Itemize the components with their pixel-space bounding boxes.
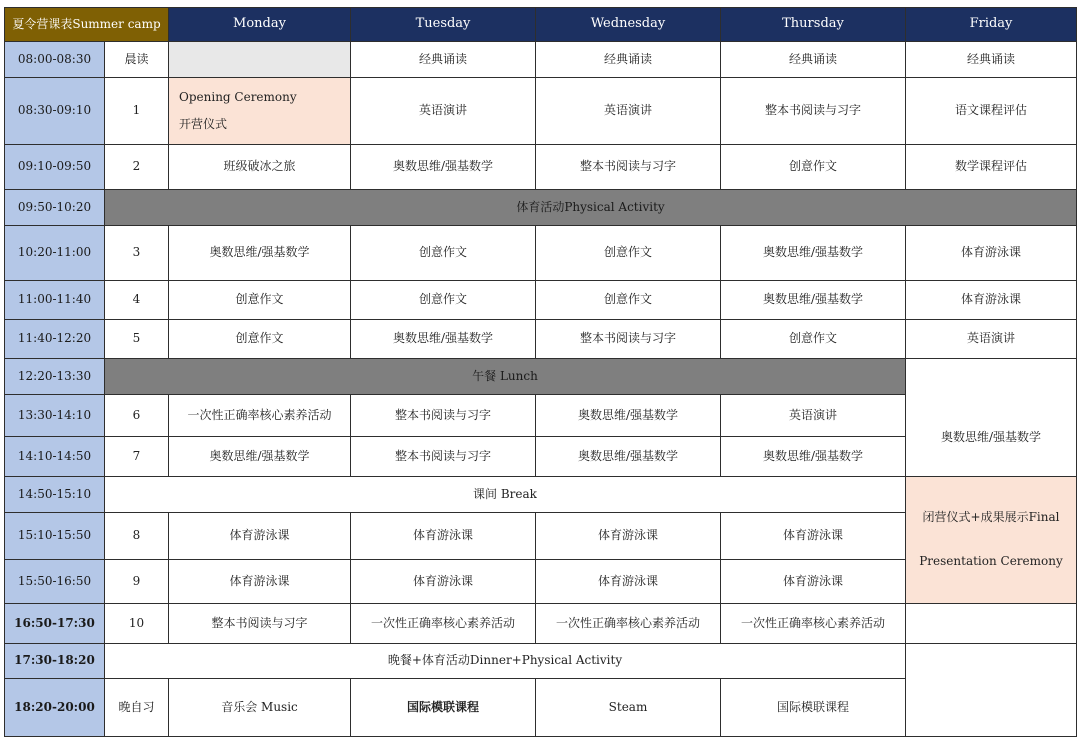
class-cell: 体育游泳课	[350, 512, 536, 560]
class-cell: 创意作文	[535, 280, 721, 320]
opening-ceremony-zh: 开营仪式	[179, 116, 228, 131]
time-cell: 10:20-11:00	[4, 225, 105, 281]
class-cell: 奥数思维/强基数学	[350, 319, 536, 359]
class-cell: 奥数思维/强基数学	[535, 436, 721, 477]
class-cell: 创意作文	[168, 319, 351, 359]
day-header-monday: Monday	[168, 7, 351, 42]
day-header-thursday: Thursday	[720, 7, 906, 42]
day-header-friday: Friday	[905, 7, 1077, 42]
empty-cell	[905, 643, 1077, 737]
empty-cell	[168, 41, 351, 78]
class-cell: 经典诵读	[905, 41, 1077, 78]
period-cell: 5	[104, 319, 169, 359]
period-cell: 2	[104, 144, 169, 190]
class-cell: 语文课程评估	[905, 77, 1077, 145]
table-title: 夏令营课表Summer camp	[4, 7, 169, 42]
class-cell: 英语演讲	[720, 394, 906, 437]
class-cell: 体育游泳课	[905, 225, 1077, 281]
class-cell: 奥数思维/强基数学	[720, 280, 906, 320]
period-cell: 3	[104, 225, 169, 281]
time-cell: 18:20-20:00	[4, 678, 105, 737]
class-cell: 创意作文	[168, 280, 351, 320]
period-cell: 7	[104, 436, 169, 477]
class-cell: 整本书阅读与习字	[350, 394, 536, 437]
class-cell: 班级破冰之旅	[168, 144, 351, 190]
class-cell: 创意作文	[720, 144, 906, 190]
class-cell: 一次性正确率核心素养活动	[350, 603, 536, 644]
class-cell: 创意作文	[720, 319, 906, 359]
class-cell: 一次性正确率核心素养活动	[720, 603, 906, 644]
class-cell: 英语演讲	[905, 319, 1077, 359]
class-cell: 一次性正确率核心素养活动	[168, 394, 351, 437]
class-cell: 创意作文	[535, 225, 721, 281]
class-cell: 体育游泳课	[720, 512, 906, 560]
time-cell: 16:50-17:30	[4, 603, 105, 644]
class-cell: 经典诵读	[350, 41, 536, 78]
class-cell: 国际模联课程	[720, 678, 906, 737]
time-cell: 17:30-18:20	[4, 643, 105, 679]
period-cell: 4	[104, 280, 169, 320]
period-cell: 9	[104, 559, 169, 604]
time-cell: 09:50-10:20	[4, 189, 105, 226]
class-cell: 整本书阅读与习字	[720, 77, 906, 145]
day-header-tuesday: Tuesday	[350, 7, 536, 42]
period-cell: 10	[104, 603, 169, 644]
class-cell: 奥数思维/强基数学	[350, 144, 536, 190]
break-band: 课间 Break	[104, 476, 906, 513]
class-cell: 整本书阅读与习字	[350, 436, 536, 477]
time-cell: 12:20-13:30	[4, 358, 105, 395]
class-cell: 创意作文	[350, 280, 536, 320]
class-cell: 整本书阅读与习字	[168, 603, 351, 644]
time-cell: 08:00-08:30	[4, 41, 105, 78]
schedule-table	[4, 7, 1076, 728]
class-cell: 体育游泳课	[535, 559, 721, 604]
opening-ceremony-cell	[168, 77, 351, 145]
time-cell: 11:40-12:20	[4, 319, 105, 359]
class-cell: 体育游泳课	[168, 512, 351, 560]
class-cell: 创意作文	[350, 225, 536, 281]
period-cell: 晨读	[104, 41, 169, 78]
time-cell: 09:10-09:50	[4, 144, 105, 190]
class-cell: 整本书阅读与习字	[535, 144, 721, 190]
class-cell: 奥数思维/强基数学	[720, 436, 906, 477]
class-cell: 体育游泳课	[350, 559, 536, 604]
period-cell: 8	[104, 512, 169, 560]
class-cell: Steam	[535, 678, 721, 737]
closing-ceremony-line2: Presentation Ceremony	[919, 554, 1063, 569]
class-cell: 国际模联课程	[350, 678, 536, 737]
dinner-band: 晚餐+体育活动Dinner+Physical Activity	[104, 643, 906, 679]
physical-activity-band: 体育活动Physical Activity	[104, 189, 1077, 226]
lunch-band: 午餐 Lunch	[104, 358, 906, 395]
period-cell: 晚自习	[104, 678, 169, 737]
class-cell: 奥数思维/强基数学	[168, 436, 351, 477]
opening-ceremony-en: Opening Ceremony	[179, 89, 297, 104]
class-cell: 英语演讲	[535, 77, 721, 145]
class-cell: 整本书阅读与习字	[535, 319, 721, 359]
time-cell: 11:00-11:40	[4, 280, 105, 320]
class-cell: 数学课程评估	[905, 144, 1077, 190]
class-cell: 音乐会 Music	[168, 678, 351, 737]
class-cell: 一次性正确率核心素养活动	[535, 603, 721, 644]
closing-ceremony-line1: 闭营仪式+成果展示Final	[922, 509, 1060, 524]
time-cell: 08:30-09:10	[4, 77, 105, 145]
class-cell: 体育游泳课	[905, 280, 1077, 320]
class-cell: 奥数思维/强基数学	[168, 225, 351, 281]
period-cell: 1	[104, 77, 169, 145]
time-cell: 13:30-14:10	[4, 394, 105, 437]
class-cell: 经典诵读	[720, 41, 906, 78]
empty-cell	[905, 603, 1077, 644]
time-cell: 15:50-16:50	[4, 559, 105, 604]
class-cell: 经典诵读	[535, 41, 721, 78]
time-cell: 14:10-14:50	[4, 436, 105, 477]
day-header-wednesday: Wednesday	[535, 7, 721, 42]
closing-ceremony-cell	[905, 476, 1077, 604]
class-cell: 体育游泳课	[168, 559, 351, 604]
class-cell: 体育游泳课	[535, 512, 721, 560]
class-cell: 奥数思维/强基数学	[720, 225, 906, 281]
time-cell: 15:10-15:50	[4, 512, 105, 560]
class-cell: 体育游泳课	[720, 559, 906, 604]
time-cell: 14:50-15:10	[4, 476, 105, 513]
class-cell: 英语演讲	[350, 77, 536, 145]
period-cell: 6	[104, 394, 169, 437]
friday-math-cell: 奥数思维/强基数学	[905, 358, 1077, 477]
class-cell: 奥数思维/强基数学	[535, 394, 721, 437]
